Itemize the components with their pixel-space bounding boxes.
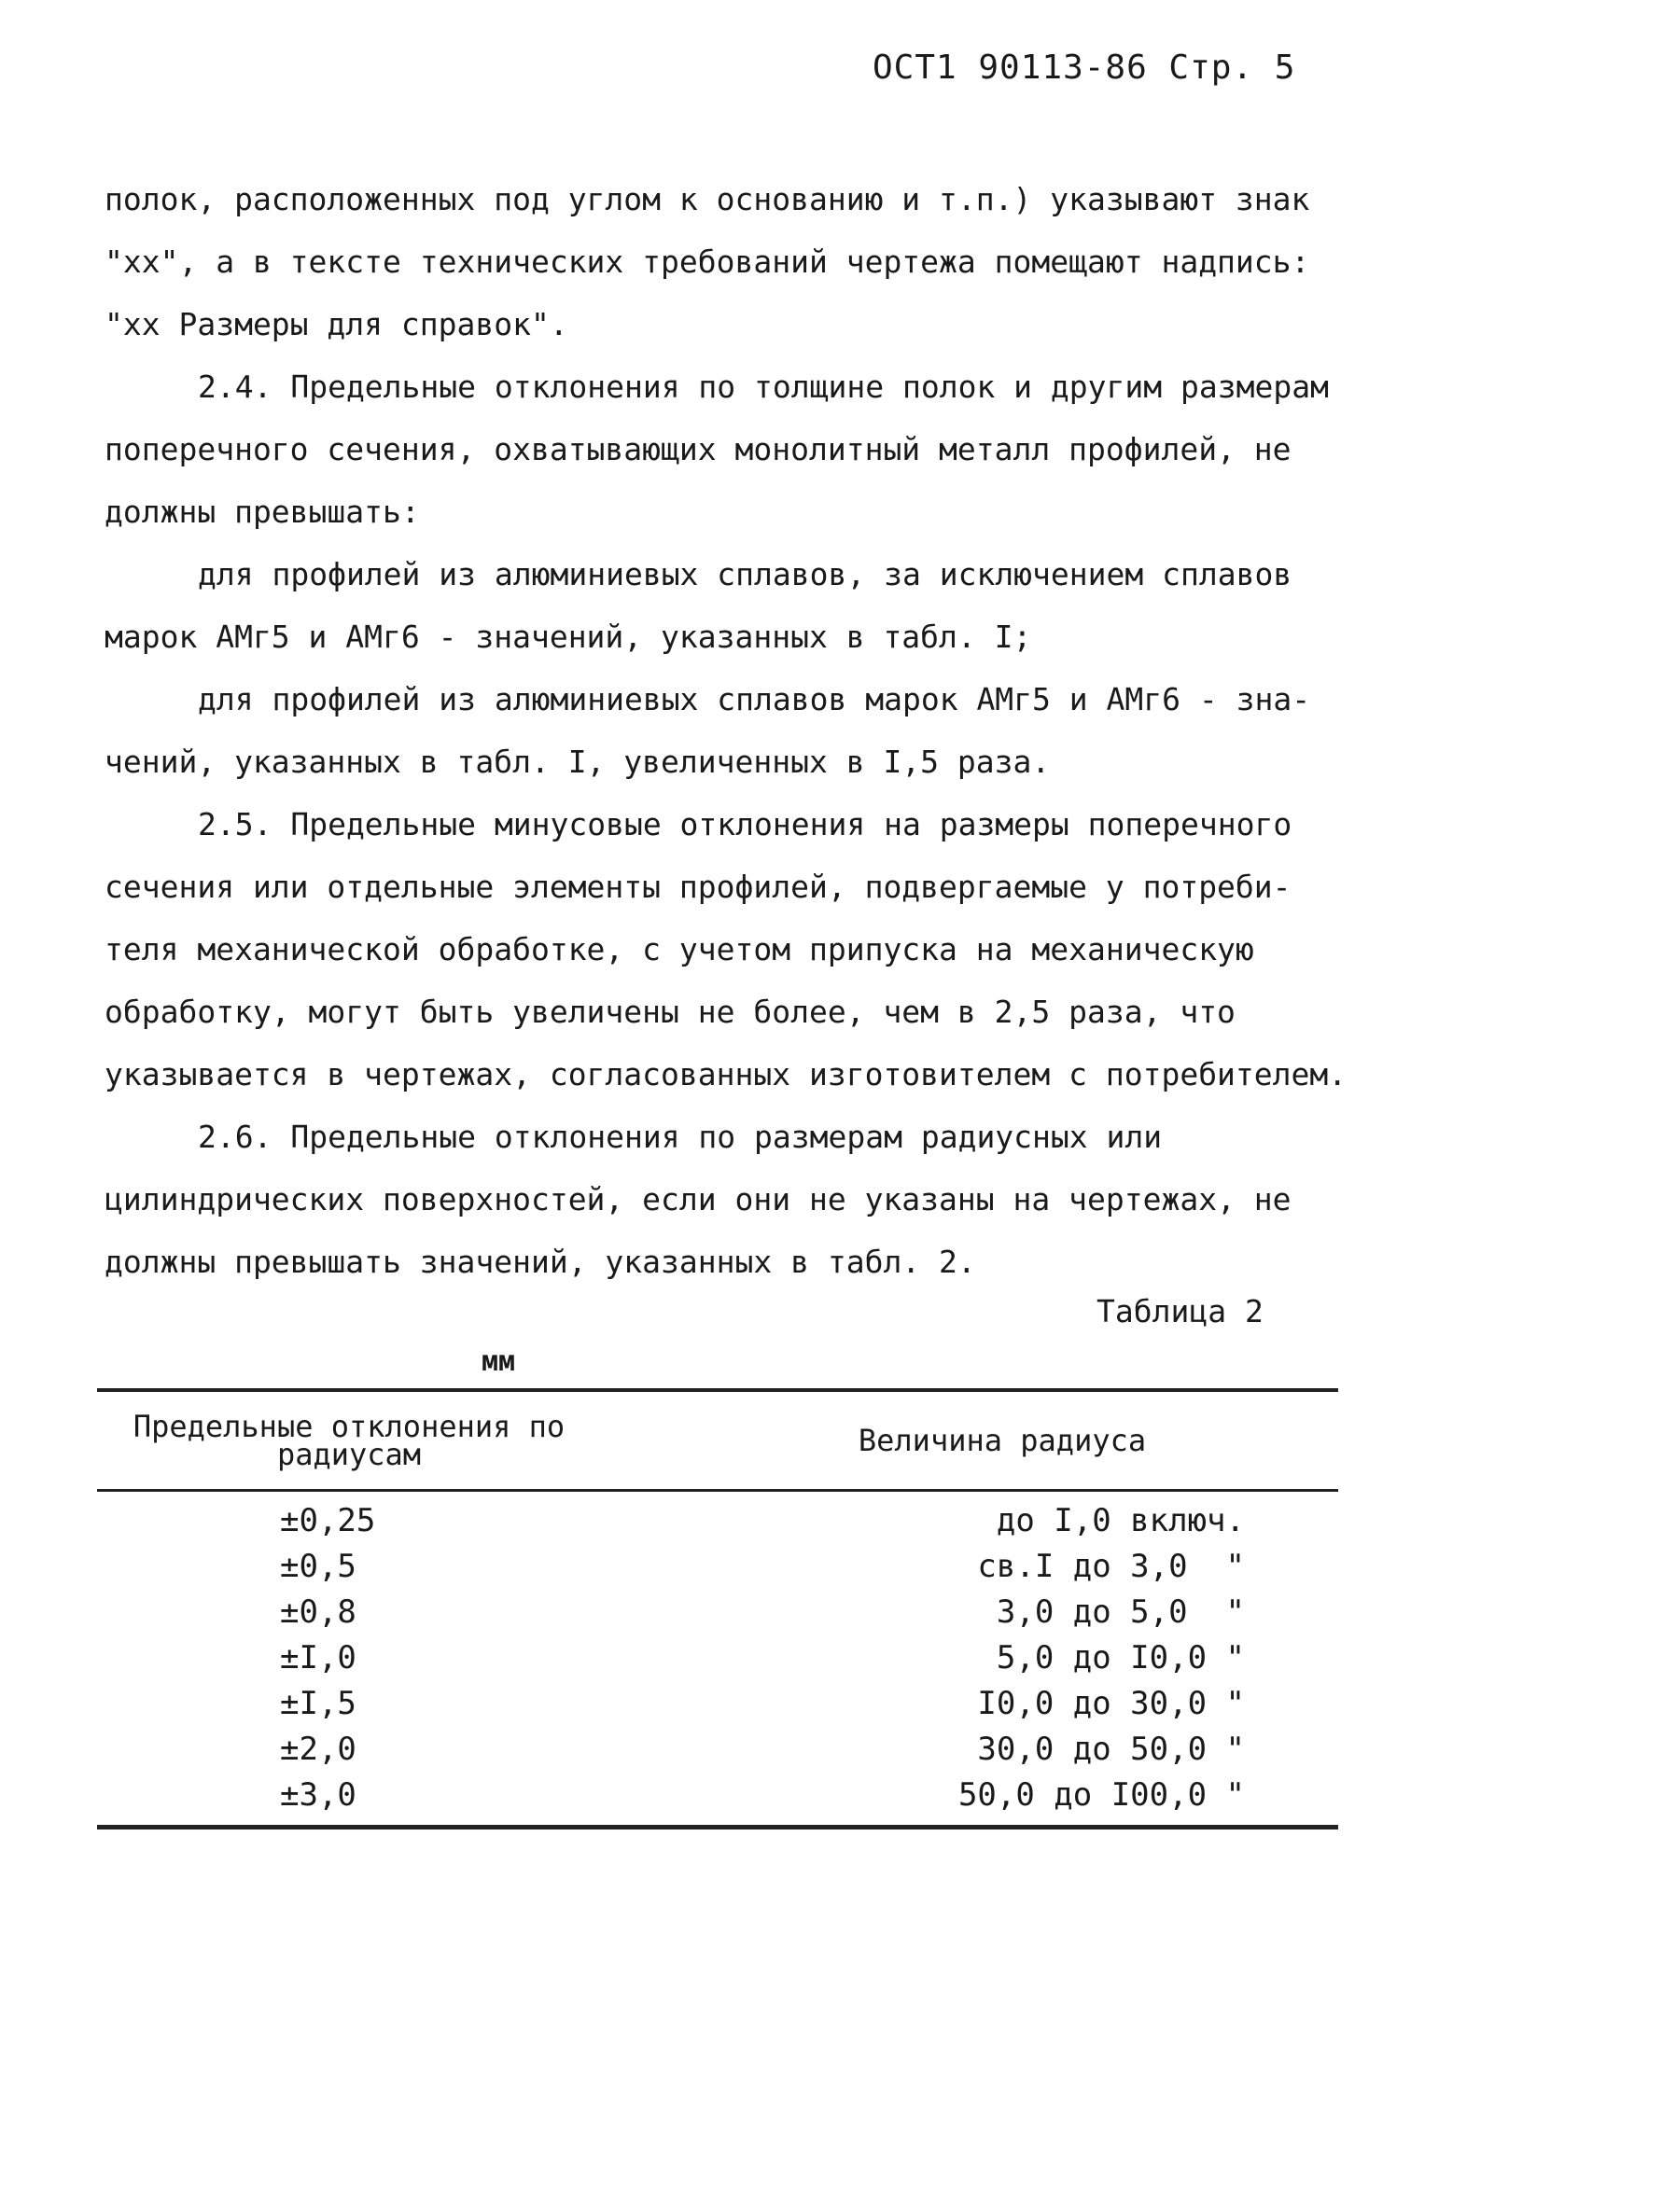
cell-radius: 50,0 до I00,0 " — [957, 1775, 1245, 1814]
text-line: полок, расположенных под углом к основанию и т.п.) указывают знак — [105, 181, 1310, 217]
header-radius: Величина радиуса — [858, 1423, 1147, 1458]
text-line: для профилей из алюминиевых сплавов марок АМг5 и АМг6 - зна- — [198, 681, 1311, 717]
paragraph — [105, 168, 1374, 355]
table-row — [97, 1589, 1338, 1635]
text-line: теля механической обработке, с учетом припуска на механическую — [105, 931, 1254, 967]
table-row — [97, 1772, 1338, 1817]
text-line: марок АМг5 и АМг6 - значений, указанных в табл. I; — [105, 619, 1032, 655]
table-row — [97, 1635, 1338, 1680]
text-line: чений, указанных в табл. I, увеличенных в I,5 раза. — [105, 744, 1051, 780]
text-line: цилиндрических поверхностей, если они не указаны на чертежах, не — [105, 1181, 1292, 1217]
cell-deviation: ±0,8 — [280, 1593, 356, 1631]
cell-radius: 3,0 до 5,0 " — [996, 1593, 1245, 1631]
text-line: должны превышать значений, указанных в табл. 2. — [105, 1244, 976, 1280]
paragraph — [105, 668, 1374, 793]
cell-radius: 30,0 до 50,0 " — [977, 1730, 1245, 1768]
table-caption: Таблица 2 — [1096, 1293, 1264, 1329]
table-2 — [97, 1388, 1338, 1829]
header-deviation-line2: радиусам — [276, 1437, 422, 1472]
document-header: ОСТ1 90113-86 Стр. 5 — [873, 49, 1296, 87]
cell-radius: св.I до 3,0 " — [977, 1547, 1245, 1585]
text-line: "хх", а в тексте технических требований чертежа помещают надпись: — [105, 243, 1310, 280]
text-line: указывается в чертежах, согласованных изготовителем с потребителем. — [105, 1056, 1348, 1092]
body-text — [105, 168, 1374, 1293]
table-body — [97, 1492, 1338, 1817]
table-row — [97, 1497, 1338, 1543]
text-line: 2.6. Предельные отклонения по размерам радиусных или — [198, 1119, 1163, 1155]
text-line: 2.5. Предельные минусовые отклонения на размеры поперечного — [198, 806, 1292, 842]
paragraph-2-6 — [105, 1106, 1374, 1293]
paragraph — [105, 543, 1374, 668]
text-line: должны превышать: — [105, 494, 420, 530]
table-row — [97, 1726, 1338, 1772]
cell-radius: I0,0 до 30,0 " — [977, 1684, 1245, 1722]
table-bottom-rule — [97, 1825, 1338, 1829]
cell-radius: до I,0 включ. — [996, 1501, 1245, 1539]
cell-deviation: ±2,0 — [280, 1730, 356, 1768]
cell-deviation: ±0,5 — [280, 1547, 356, 1585]
text-line: сечения или отдельные элементы профилей, подвергаемые у потреби- — [105, 869, 1292, 905]
cell-deviation: ±I,5 — [280, 1684, 356, 1722]
cell-deviation: ±3,0 — [280, 1775, 356, 1814]
table-row — [97, 1680, 1338, 1726]
text-line: "хх Размеры для справок". — [105, 306, 568, 342]
paragraph-2-5 — [105, 793, 1374, 1106]
table-header — [97, 1392, 1338, 1489]
text-line: для профилей из алюминиевых сплавов, за исключением сплавов — [198, 556, 1292, 592]
text-line: 2.4. Предельные отклонения по толщине полок и другим размерам — [198, 369, 1329, 405]
cell-deviation: ±0,25 — [280, 1501, 376, 1539]
text-line: обработку, могут быть увеличены не более, чем в 2,5 раза, что — [105, 994, 1236, 1030]
cell-deviation: ±I,0 — [280, 1638, 356, 1676]
paragraph-2-4 — [105, 355, 1374, 543]
table-row — [97, 1543, 1338, 1589]
cell-radius: 5,0 до I0,0 " — [996, 1638, 1245, 1676]
header-deviation — [97, 1409, 601, 1472]
table-unit: мм — [482, 1345, 516, 1378]
header-deviation-line1: Предельные отклонения по — [133, 1409, 566, 1444]
text-line: поперечного сечения, охватывающих монолитный металл профилей, не — [105, 431, 1292, 467]
